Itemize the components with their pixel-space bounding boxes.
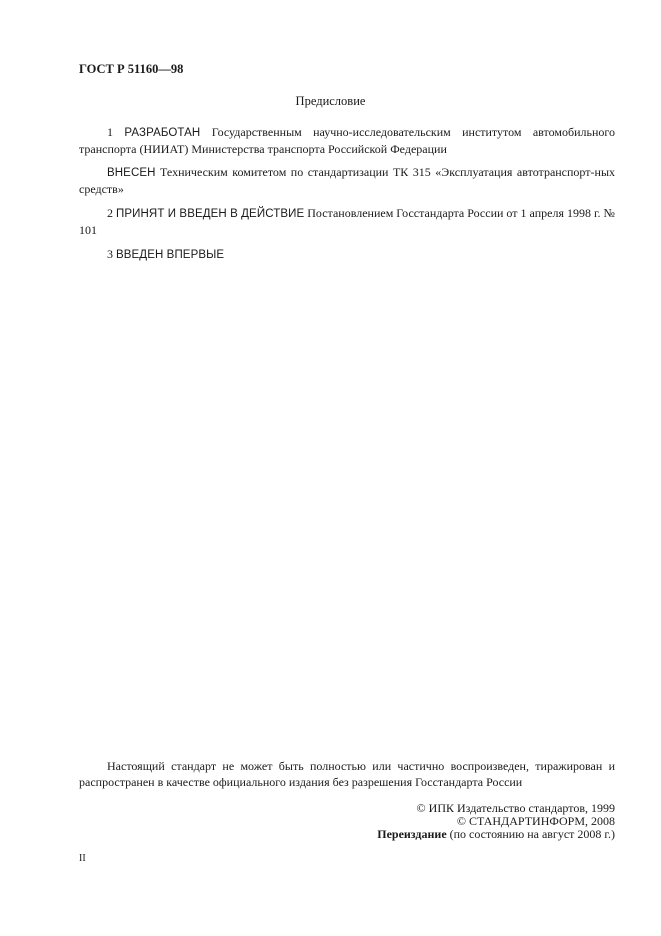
- item-1-caps: РАЗРАБОТАН: [124, 127, 201, 139]
- item-2-adopted: [79, 205, 615, 238]
- item-1b-text: Техническим комитетом по стандартизации ТК 315 «Эксплуатация автотранспорт-ных средств»: [79, 165, 615, 196]
- item-2-number: 2: [107, 206, 113, 220]
- copyright-line-2: © СТАНДАРТИНФОРМ, 2008: [456, 814, 615, 828]
- document-header: ГОСТ Р 51160—98: [79, 62, 184, 76]
- item-3-caps: ВВЕДЕН ВПЕРВЫЕ: [116, 249, 225, 261]
- notice-text: Настоящий стандарт не может быть полностью или частично воспроизведен, тиражирован и распространен в качестве официального издания без разрешения Госстандарта России: [79, 759, 615, 789]
- reprint-line: [215, 826, 615, 842]
- item-3-number: 3: [107, 247, 113, 261]
- section-title: Предисловие: [295, 94, 366, 108]
- item-1-developed: [79, 124, 615, 157]
- item-1-number: 1: [107, 125, 113, 139]
- item-1-text: Государственным научно-исследовательским институтом автомобильного транспорта (НИИАТ) Министерства транспорта Российской Федерации: [79, 125, 616, 156]
- item-3-first-introduced: [79, 246, 615, 263]
- reprint-label: Переиздание: [377, 827, 447, 841]
- item-1b-caps: ВНЕСЕН: [107, 167, 156, 179]
- item-2-text: Постановлением Госстандарта России от 1 апреля 1998 г. № 101: [79, 206, 615, 237]
- item-2-caps: ПРИНЯТ И ВВЕДЕН В ДЕЙСТВИЕ: [116, 208, 305, 220]
- copyright-notice: [79, 758, 615, 790]
- item-1-introduced: [79, 164, 615, 197]
- copyright-line-1: © ИПК Издательство стандартов, 1999: [416, 801, 615, 815]
- page-number: II: [79, 853, 86, 864]
- reprint-text: (по состоянию на август 2008 г.): [446, 827, 615, 841]
